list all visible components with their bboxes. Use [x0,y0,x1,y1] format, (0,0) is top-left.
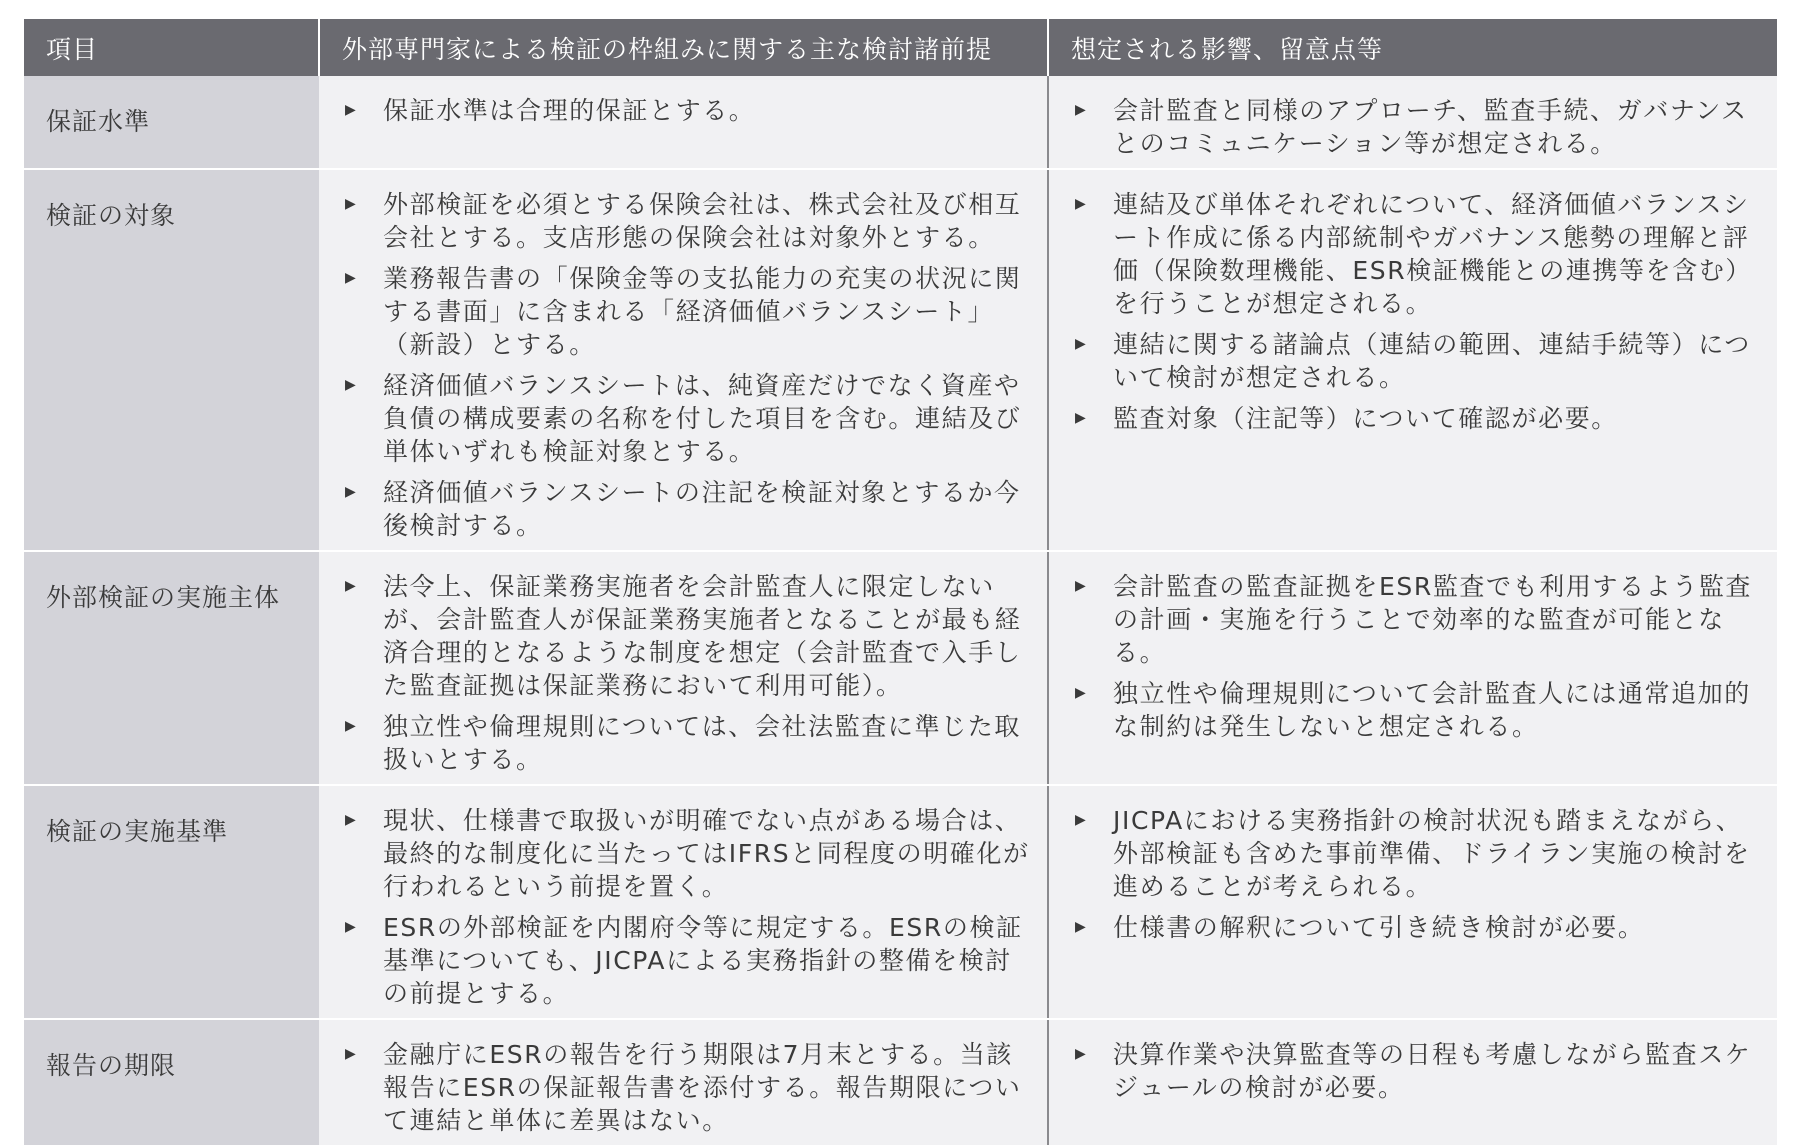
bullet-text: 法令上、保証業務実施者を会計監査人に限定しないが、会計監査人が保証業務実施者となることが最も経済合理的となるような制度を想定（会計監査で入手した監査証拠は保証業務において利用可能）。 [383,572,1022,700]
bullet-text: 仕様書の解釈について引き続き検討が必要。 [1113,913,1645,942]
premises-cell [319,1019,1048,1146]
bullet-text: 業務報告書の「保険金等の支払能力の充実の状況に関する書面」に含まれる「経済価値バランスシート」（新設）とする。 [383,264,1022,359]
bullet-arrow-icon: ▶ [1075,578,1088,594]
bullet-arrow-icon: ▶ [345,578,358,594]
list-item [341,804,1031,903]
bullet-arrow-icon: ▶ [345,1046,358,1062]
premises-cell [319,551,1048,785]
impacts-list [1071,804,1761,944]
bullet-text: 会計監査の監査証拠をESR監査でも利用するよう監査の計画・実施を行うことで効率的な監査が可能となる。 [1113,572,1753,667]
bullet-text: 決算作業や決算監査等の日程も考慮しながら監査スケジュールの検討が必要。 [1113,1040,1752,1102]
impacts-cell [1048,785,1777,1019]
premises-cell [319,76,1048,169]
list-item [1071,804,1761,903]
bullet-arrow-icon: ▶ [1075,812,1088,828]
table-row [24,169,1777,551]
bullet-arrow-icon: ▶ [345,377,358,393]
list-item [1071,402,1761,435]
impacts-cell [1048,1019,1777,1146]
bullet-arrow-icon: ▶ [345,718,358,734]
bullet-arrow-icon: ▶ [1075,102,1088,118]
bullet-arrow-icon: ▶ [1075,1046,1088,1062]
bullet-arrow-icon: ▶ [1075,685,1088,701]
table-row [24,785,1777,1019]
premises-cell [319,785,1048,1019]
list-item [1071,94,1761,160]
bullet-text: JICPAにおける実務指針の検討状況も踏まえながら、外部検証も含めた事前準備、ドライラン実施の検討を進めることが考えられる。 [1113,806,1751,901]
header-item: 項目 [24,19,319,76]
list-item [1071,1038,1761,1104]
impacts-cell [1048,76,1777,169]
table-row [24,76,1777,169]
row-item-label: 報告の期限 [24,1019,319,1146]
bullet-text: 現状、仕様書で取扱いが明確でない点がある場合は、最終的な制度化に当たってはIFRSと同程度の明確化が行われるという前提を置く。 [383,806,1030,901]
list-item [341,710,1031,776]
header-impacts: 想定される影響、留意点等 [1048,19,1777,76]
premises-list [341,1038,1031,1137]
table-row [24,1019,1777,1146]
comparison-table [24,19,1777,1147]
row-item-label: 検証の実施基準 [24,785,319,1019]
list-item [341,476,1031,542]
list-item [341,911,1031,1010]
list-item [341,570,1031,702]
impacts-cell [1048,169,1777,551]
header-premises: 外部専門家による検証の枠組みに関する主な検討諸前提 [319,19,1048,76]
bullet-text: 経済価値バランスシートの注記を検証対象とするか今後検討する。 [383,478,1021,540]
list-item [341,188,1031,254]
list-item [1071,570,1761,669]
premises-cell [319,169,1048,551]
list-item [1071,677,1761,743]
bullet-text: 監査対象（注記等）について確認が必要。 [1113,404,1618,433]
premises-list [341,570,1031,776]
bullet-text: 会計監査と同様のアプローチ、監査手続、ガバナンスとのコミュニケーション等が想定される。 [1113,96,1748,158]
impacts-cell [1048,551,1777,785]
list-item [1071,911,1761,944]
list-item [341,262,1031,361]
list-item [1071,328,1761,394]
impacts-list [1071,1038,1761,1104]
bullet-text: 金融庁にESRの報告を行う期限は7月末とする。当該報告にESRの保証報告書を添付する。報告期限について連結と単体に差異はない。 [383,1040,1022,1135]
bullet-arrow-icon: ▶ [1075,410,1088,426]
impacts-list [1071,188,1761,435]
premises-list [341,804,1031,1010]
premises-list [341,94,1031,127]
row-item-label: 外部検証の実施主体 [24,551,319,785]
list-item [1071,188,1761,320]
bullet-text: 連結及び単体それぞれについて、経済価値バランスシート作成に係る内部統制やガバナンス態勢の理解と評価（保険数理機能、ESR検証機能との連携等を含む）を行うことが想定される。 [1113,190,1753,318]
bullet-text: 外部検証を必須とする保険会社は、株式会社及び相互会社とする。支店形態の保険会社は対象外とする。 [383,190,1022,252]
bullet-text: 保証水準は合理的保証とする。 [383,96,756,125]
bullet-arrow-icon: ▶ [1075,919,1088,935]
list-item [341,369,1031,468]
row-item-label: 検証の対象 [24,169,319,551]
list-item [341,94,1031,127]
impacts-list [1071,94,1761,160]
list-item [341,1038,1031,1137]
table-header-row [24,19,1777,76]
bullet-arrow-icon: ▶ [1075,336,1088,352]
premises-list [341,188,1031,542]
impacts-list [1071,570,1761,743]
bullet-arrow-icon: ▶ [345,270,358,286]
bullet-text: 独立性や倫理規則について会計監査人には通常追加的な制約は発生しないと想定される。 [1113,679,1751,741]
bullet-text: 連結に関する諸論点（連結の範囲、連結手続等）について検討が想定される。 [1113,330,1751,392]
bullet-arrow-icon: ▶ [345,196,358,212]
bullet-arrow-icon: ▶ [345,812,358,828]
row-item-label: 保証水準 [24,76,319,169]
table-row [24,551,1777,785]
bullet-text: ESRの外部検証を内閣府令等に規定する。ESRの検証基準についても、JICPAによる実務指針の整備を検討の前提とする。 [383,913,1023,1008]
bullet-arrow-icon: ▶ [345,102,358,118]
bullet-text: 独立性や倫理規則については、会社法監査に準じた取扱いとする。 [383,712,1021,774]
bullet-arrow-icon: ▶ [345,919,358,935]
bullet-text: 経済価値バランスシートは、純資産だけでなく資産や負債の構成要素の名称を付した項目を含む。連結及び単体いずれも検証対象とする。 [383,371,1022,466]
bullet-arrow-icon: ▶ [1075,196,1088,212]
bullet-arrow-icon: ▶ [345,484,358,500]
